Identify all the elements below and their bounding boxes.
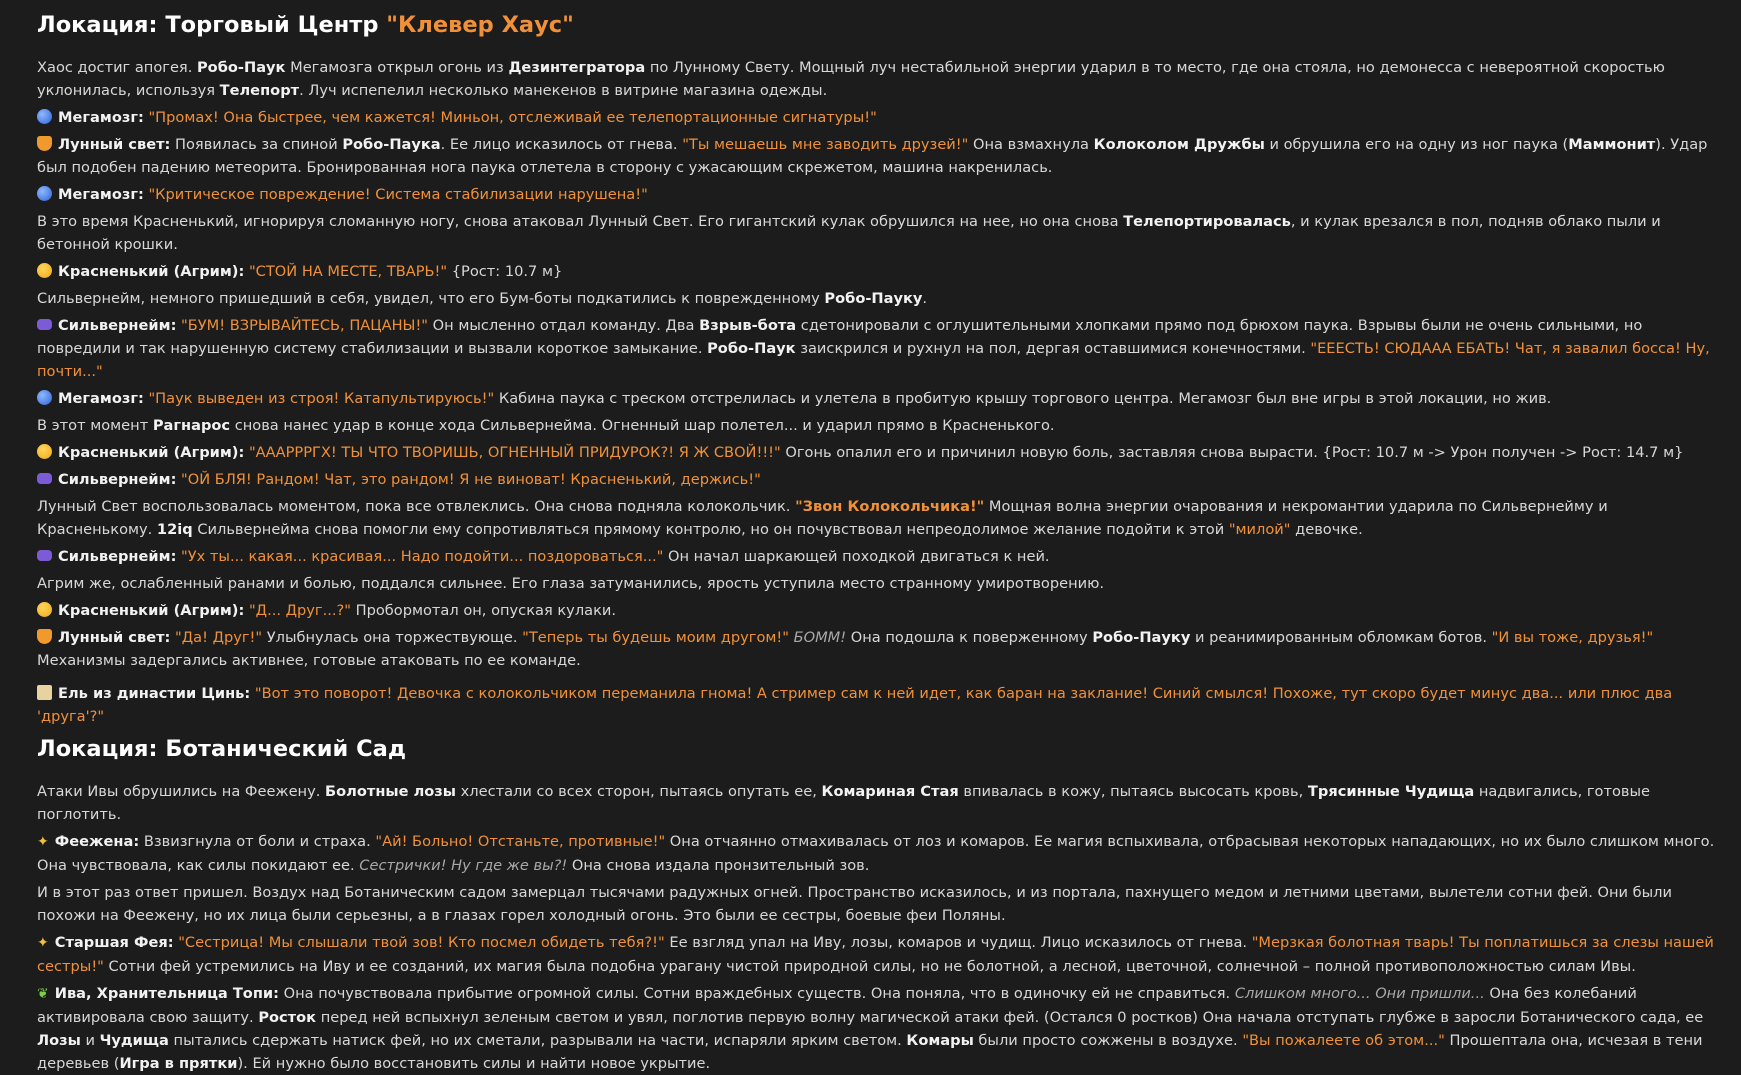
bold-term: Лунный свет: <box>58 629 171 646</box>
bold-term: Комариная Стая <box>821 783 959 800</box>
scroll-icon <box>37 685 52 700</box>
quote: "Ты мешаешь мне заводить друзей!" <box>682 136 969 153</box>
text: И в этот раз ответ пришел. Воздух над Ботаническим садом замерцал тысячами радужных огней. Пространство исказилось, и из портала, пахнущего медом и летними цветами, вылетели сотни фей. Они были похожи на Феежену, но их лица были серьезны, а в глазах горел холодный огонь. Это были ее сестры, боевые феи Поляны. <box>37 884 1672 924</box>
location-title <box>37 8 1719 42</box>
quote: "Паук выведен из строя! Катапультируюсь!" <box>148 390 495 407</box>
narration-paragraph <box>37 881 1719 927</box>
text: Он начал шаркающей походкой двигаться к ней. <box>663 548 1050 565</box>
quote: "Д... Друг...?" <box>248 602 351 619</box>
bold-term: 12iq <box>156 521 193 538</box>
dialogue-line <box>37 982 1719 1075</box>
dialogue-line <box>37 599 1719 622</box>
text: Сильвернейма снова помогли ему сопротивляться прямому контролю, но он почувствовал непреодолимое желание подойти к этой <box>192 521 1229 538</box>
location-title-highlight: "Клевер Хаус" <box>386 12 574 38</box>
dialogue-line <box>37 830 1719 877</box>
text: В это время Красненький, игнорируя сломанную ногу, снова атаковал Лунный Свет. Его гигантский кулак обрушился на нее, но она снова <box>37 213 1124 230</box>
quote: "Сестрица! Мы слышали твой зов! Кто посмел обидеть тебя?!" <box>178 934 665 951</box>
dialogue-line <box>37 260 1719 283</box>
dialogue-line <box>37 387 1719 410</box>
bold-term: Робо-Паук <box>196 59 286 76</box>
bold-term: Красненький (Агрим): <box>58 602 245 619</box>
bold-term: Ель из династии Цинь: <box>58 685 251 702</box>
quote: "милой" <box>1228 521 1291 538</box>
quote: "Да! Друг!" <box>175 629 263 646</box>
text: , и кулак врезался в пол, подняв облако пыли и бетонной крошки. <box>37 213 1661 253</box>
bold-term: Чудища <box>99 1032 169 1049</box>
bold-term: Мегамозг: <box>58 109 144 126</box>
text: пытались сдержать натиск фей, но их сметали, разрывали на части, испаряли ярким светом. <box>168 1032 907 1049</box>
angry-face-icon <box>37 444 52 459</box>
text: Атаки Ивы обрушились на Феежену. <box>37 783 326 800</box>
bold-term: Лунный свет: <box>58 136 171 153</box>
bold-term: Дезинтегратора <box>508 59 646 76</box>
text: Сотни фей устремились на Иву и ее созданий, их магия была подобна урагану чистой природной силы, но не болотной, а лесной, цветочной, солнечной – полной противоположностью силам Ивы. <box>103 958 1636 975</box>
italic-thought: Сестрички! Ну где же вы?! <box>359 857 568 874</box>
bold-term: Сильвернейм: <box>58 471 177 488</box>
text: Взвизгнула от боли и страха. <box>139 833 376 850</box>
text: перед ней вспыхнул зеленым светом и увял, поглотив первую волну магической атаки фей. (Остался 0 ростков) Она начала отступать глубже в заросли Ботанического сада, ее <box>316 1009 1704 1026</box>
location-title-text: Локация: Ботанический Сад <box>37 736 407 762</box>
text: Ее взгляд упал на Иву, лозы, комаров и чудищ. Лицо исказилось от гнева. <box>664 934 1252 951</box>
dialogue-line <box>37 682 1719 728</box>
text: девочке. <box>1290 521 1363 538</box>
quote: "АААРРРГХ! ТЫ ЧТО ТВОРИШЬ, ОГНЕННЫЙ ПРИДУРОК?! Я Ж СВОЙ!!!" <box>248 444 781 461</box>
bold-term: Сильвернейм: <box>58 548 177 565</box>
quote: "БУМ! ВЗРЫВАЙТЕСЬ, ПАЦАНЫ!" <box>181 317 429 334</box>
text: В этот момент <box>37 417 153 434</box>
text: Кабина паука с треском отстрелилась и улетела в пробитую крышу торгового центра. Мегамозг был вне игры в этой локации, но жив. <box>494 390 1552 407</box>
game-controller-icon <box>37 473 52 484</box>
quote: "Звон Колокольчика!" <box>795 498 985 515</box>
text: {Рост: 10.7 м} <box>447 263 563 280</box>
dialogue-line <box>37 626 1719 672</box>
bold-term: Робо-Пауку <box>1092 629 1191 646</box>
text: Мегамозга открыл огонь из <box>285 59 509 76</box>
text: Она взмахнула <box>968 136 1094 153</box>
text: и реанимированным обломкам ботов. <box>1190 629 1492 646</box>
dialogue-line <box>37 441 1719 464</box>
text: были просто сожжены в воздухе. <box>973 1032 1243 1049</box>
narration-paragraph <box>37 210 1719 256</box>
location-title <box>37 732 1719 766</box>
bold-term: Красненький (Агрим): <box>58 444 245 461</box>
narration-paragraph <box>37 780 1719 826</box>
bold-term: Лозы <box>37 1032 81 1049</box>
bold-term: Красненький (Агрим): <box>58 263 245 280</box>
bold-term: Мегамозг: <box>58 186 144 203</box>
quote: "Теперь ты будешь моим другом!" <box>522 629 789 646</box>
text: ). Удар был подобен падению метеорита. Бронированная нога паука отлетела в сторону с ужасающим скрежетом, машина накренилась. <box>37 136 1708 176</box>
text: Хаос достиг апогея. <box>37 59 197 76</box>
dialogue-line <box>37 545 1719 568</box>
quote: "И вы тоже, друзья!" <box>1491 629 1654 646</box>
angry-face-icon <box>37 263 52 278</box>
italic-thought: БОММ! <box>793 629 847 646</box>
text: ). Ей нужно было восстановить силы и найти новое укрытие. <box>237 1055 711 1072</box>
bold-term: Мегамозг: <box>58 390 144 407</box>
quote: "Мерзкая болотная тварь! Ты поплатишься за слезы нашей сестры!" <box>37 934 1714 975</box>
blue-circle-icon <box>37 390 52 405</box>
quote: "ЕЕЕСТЬ! СЮДААА ЕБАТЬ! Чат, я завалил босса! Ну, почти..." <box>37 340 1710 380</box>
narration-paragraph <box>37 287 1719 310</box>
fox-icon <box>37 629 52 644</box>
bold-term: Старшая Фея: <box>54 934 174 951</box>
text: Механизмы задергались активнее, готовые атаковать по ее команде. <box>37 652 581 669</box>
text: . Ее лицо исказилось от гнева. <box>440 136 683 153</box>
narration-paragraph <box>37 414 1719 437</box>
text: Улыбнулась она торжествующе. <box>262 629 523 646</box>
text: Огонь опалил его и причинил новую боль, заставляя снова вырасти. {Рост: 10.7 м -> Урон получен -> Рост: 14.7 м} <box>780 444 1684 461</box>
bold-term: Робо-Паука <box>342 136 441 153</box>
text: надвигались, готовые поглотить. <box>37 783 1650 823</box>
narration-paragraph <box>37 56 1719 102</box>
dialogue-line <box>37 106 1719 129</box>
text: впивалась в кожу, пытаясь высосать кровь, <box>958 783 1308 800</box>
quote: "Вы пожалеете об этом..." <box>1242 1032 1445 1049</box>
quote: "ОЙ БЛЯ! Рандом! Чат, это рандом! Я не виноват! Красненький, держись!" <box>181 471 761 488</box>
game-controller-icon <box>37 550 52 561</box>
leaf-icon: ❦ <box>37 986 49 1002</box>
text: Лунный Свет воспользовалась моментом, пока все отвлеклись. Она снова подняла колокольчик. <box>37 498 796 515</box>
text: сдетонировали с оглушительными хлопками прямо под брюхом паука. Взрывы были не очень сильными, но повредили и так нарушенную систему стабилизации и вызвали короткое замыкание. <box>37 317 1643 357</box>
quote: "Промах! Она быстрее, чем кажется! Миньон, отслеживай ее телепортационные сигнатуры!" <box>148 109 877 126</box>
text: Он мысленно отдал команду. Два <box>428 317 700 334</box>
bold-term: Сильвернейм: <box>58 317 177 334</box>
bold-term: Робо-Пауку <box>824 290 923 307</box>
text: и обрушила его на одну из ног паука ( <box>1264 136 1569 153</box>
bold-term: Трясинные Чудища <box>1307 783 1475 800</box>
text: Она подошла к поверженному <box>846 629 1093 646</box>
quote: "СТОЙ НА МЕСТЕ, ТВАРЬ!" <box>248 263 448 280</box>
angry-face-icon <box>37 602 52 617</box>
bold-term: Рагнарос <box>152 417 231 434</box>
bold-term: Игра в прятки <box>119 1055 238 1072</box>
game-controller-icon <box>37 319 52 330</box>
narration-paragraph <box>37 495 1719 541</box>
quote: "Критическое повреждение! Система стабилизации нарушена!" <box>148 186 648 203</box>
text: снова нанес удар в конце хода Сильвернейма. Огненный шар полетел... и ударил прямо в Красненького. <box>230 417 1055 434</box>
text: . Луч испепелил несколько манекенов в витрине магазина одежды. <box>299 82 828 99</box>
italic-thought: Слишком много... Они пришли... <box>1234 985 1485 1002</box>
text: Мощная волна энергии очарования и некромантии ударила по Сильвернейму и Красненькому. <box>37 498 1608 538</box>
location-title-text: Локация: Торговый Центр <box>37 12 387 38</box>
dialogue-line <box>37 314 1719 383</box>
dialogue-line <box>37 468 1719 491</box>
dialogue-line <box>37 183 1719 206</box>
bold-term: Взрыв-бота <box>699 317 797 334</box>
text: Появилась за спиной <box>170 136 343 153</box>
quote: "Ух ты... какая... красивая... Надо подойти... поздороваться..." <box>181 548 664 565</box>
bold-term: Колоколом Дружбы <box>1093 136 1265 153</box>
bold-term: Робо-Паук <box>707 340 796 357</box>
text: Она почувствовала прибытие огромной силы. Сотни враждебных существ. Она поняла, что в одиночку ей не справиться. <box>278 985 1235 1002</box>
text: Прошептала она, исчезая в тени деревьев ( <box>37 1032 1703 1072</box>
quote: "Вот это поворот! Девочка с колокольчиком переманила гнома! А стример сам к ней идет, как баран на заклание! Синий смылся! Похоже, тут скоро будет минус два... или плюс два 'друга'?" <box>37 685 1673 725</box>
blue-circle-icon <box>37 186 52 201</box>
bold-term: Маммонит <box>1568 136 1656 153</box>
text: Пробормотал он, опуская кулаки. <box>350 602 617 619</box>
bold-term: Росток <box>258 1009 317 1026</box>
fairy-icon: ✦ <box>37 935 49 951</box>
dialogue-line <box>37 133 1719 179</box>
bold-term: Комары <box>906 1032 974 1049</box>
text: по Лунному Свету. Мощный луч нестабильной энергии ударил в то место, где она стояла, но демонесса с невероятной скоростью уклонилась, используя <box>37 59 1665 99</box>
text: Она без колебаний активировала свою защиту. <box>37 985 1637 1026</box>
text: и <box>80 1032 100 1049</box>
narration-paragraph <box>37 572 1719 595</box>
blue-circle-icon <box>37 109 52 124</box>
quote: "Ай! Больно! Отстаньте, противные!" <box>375 833 666 850</box>
bold-term: Феежена: <box>54 833 140 850</box>
text: Она снова издала пронзительный зов. <box>567 857 870 874</box>
bold-term: Телепорт <box>219 82 300 99</box>
text: заискрился и рухнул на пол, дергая оставшимися конечностями. <box>795 340 1311 357</box>
text: Агрим же, ослабленный ранами и болью, поддался сильнее. Его глаза затуманились, ярость уступила место странному умиротворению. <box>37 575 1105 592</box>
fox-icon <box>37 136 52 151</box>
text: Сильвернейм, немного пришедший в себя, увидел, что его Бум-боты подкатились к поврежденному <box>37 290 825 307</box>
bold-term: Телепортировалась <box>1123 213 1291 230</box>
bold-term: Болотные лозы <box>325 783 456 800</box>
dialogue-line <box>37 931 1719 978</box>
text: Она отчаянно отмахивалась от лоз и комаров. Ее магия вспыхивала, отбрасывая некоторых нападающих, но их было слишком много. Она чувствовала, как силы покидают ее. <box>37 833 1715 874</box>
bold-term: Ива, Хранительница Топи: <box>54 985 279 1002</box>
text: . <box>922 290 928 307</box>
fairy-icon: ✦ <box>37 834 49 850</box>
text: хлестали со всех сторон, пытаясь опутать ее, <box>456 783 822 800</box>
